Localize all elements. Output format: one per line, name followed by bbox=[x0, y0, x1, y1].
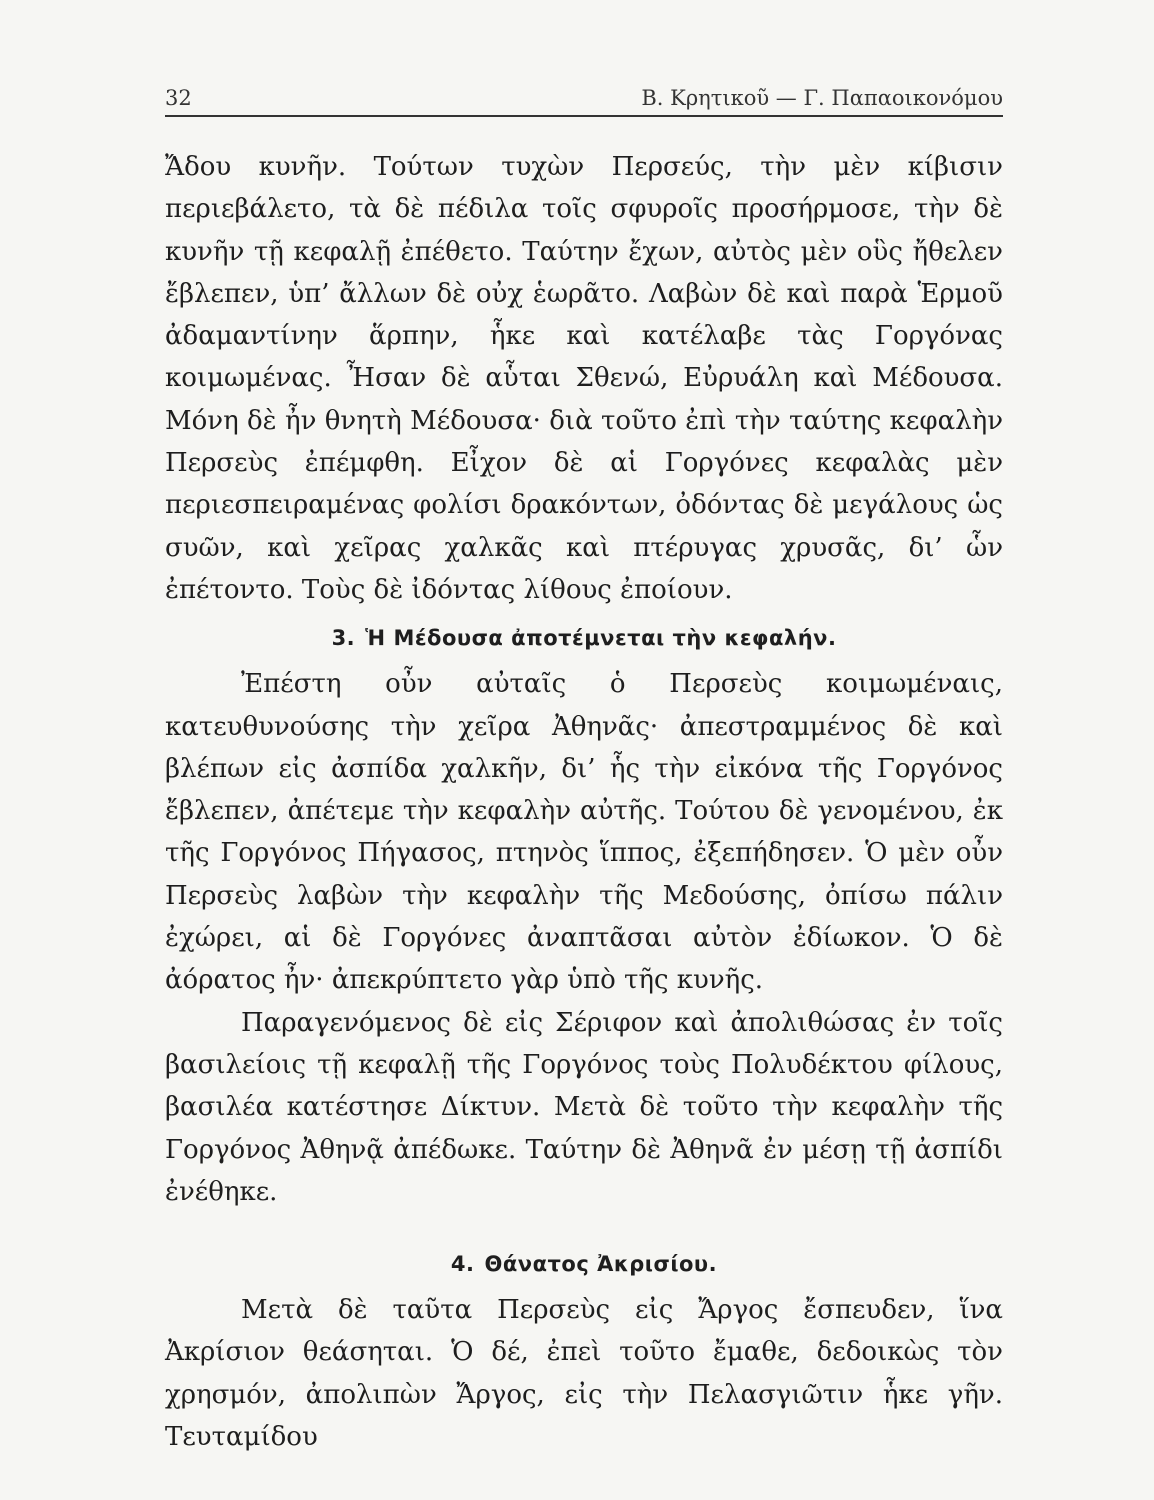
section-3-title: Ἡ Μέδουσα ἀποτέμνεται τὴν κεφαλήν. bbox=[365, 626, 837, 651]
section-3-heading bbox=[165, 621, 1003, 655]
running-title: Β. Κρητικοῦ — Γ. Παπαοικονόμου bbox=[641, 86, 1003, 110]
paragraph-4: Μετὰ δὲ ταῦτα Περσεὺς εἰς Ἄργος ἔσπευδεν, ἵνα Ἀκρίσιον θεάσηται. Ὁ δέ, ἐπεὶ τοῦτο ἔμαθε, δεδοικὼς τὸν χρησμόν, ἀπολιπὼν Ἄργος, εἰς τὴν Πελασγιῶτιν ἧκε γῆν. Τευταμίδου bbox=[165, 1295, 1003, 1453]
paragraph-1: Ἄδου κυνῆν. Τούτων τυχὼν Περσεύς, τὴν μὲν κίβισιν περιεβάλετο, τὰ δὲ πέδιλα τοῖς σφυροῖς προσήρμοσε, τὴν δὲ κυνῆν τῇ κεφαλῇ ἐπέθετο. Ταύτην ἔχων, αὐτὸς μὲν οὓς ἤθελεν ἔβλεπεν, ὑπ’ ἄλλων δὲ οὐχ ἑωρᾶτο. Λαβὼν δὲ καὶ παρὰ Ἑρμοῦ ἀδαμαντίνην ἅρπην, ἧκε καὶ κατέλαβε τὰς Γοργόνας κοιμωμένας. Ἦσαν δὲ αὗται Σθενώ, Εὐρυάλη καὶ Μέδουσα. Μόνη δὲ ἦν θνητὴ Μέδουσα· διὰ τοῦτο ἐπὶ τὴν ταύτης κεφαλὴν Περσεὺς ἐπέμφθη. Εἶχον δὲ αἱ Γοργόνες κεφαλὰς μὲν περιεσπειραμένας φολίσι δρακόντων, ὀδόντας δὲ μεγάλους ὡς συῶν, καὶ χεῖρας χαλκᾶς καὶ πτέρυγας χρυσᾶς, δι’ ὧν ἐπέτοντο. Τοὺς δὲ ἰδόντας λίθους ἐποίουν. bbox=[165, 152, 1003, 605]
body-text bbox=[165, 146, 1003, 1458]
section-3-number: 3. bbox=[331, 626, 356, 651]
section-4-number: 4. bbox=[450, 1252, 475, 1277]
header-rule bbox=[165, 115, 1003, 117]
running-head bbox=[165, 76, 1003, 110]
paragraph-2: Ἐπέστη οὖν αὐταῖς ὁ Περσεὺς κοιμωμέναις, κατευθυνούσης τὴν χεῖρα Ἀθηνᾶς· ἀπεστραμμένος δὲ καὶ βλέπων εἰς ἀσπίδα χαλκῆν, δι’ ἧς τὴν εἰκόνα τῆς Γοργόνος ἔβλεπεν, ἀπέτεμε τὴν κεφαλὴν αὐτῆς. Τούτου δὲ γενομένου, ἐκ τῆς Γοργόνος Πήγασος, πτηνὸς ἵππος, ἐξεπήδησεν. Ὁ μὲν οὖν Περσεὺς λαβὼν τὴν κεφαλὴν τῆς Μεδούσης, ὀπίσω πάλιν ἐχώρει, αἱ δὲ Γοργόνες ἀναπτᾶσαι αὐτὸν ἐδίωκον. Ὁ δὲ ἀόρατος ἦν· ἀπεκρύπτετο γὰρ ὑπὸ τῆς κυνῆς. bbox=[165, 669, 1003, 996]
page-number: 32 bbox=[165, 86, 192, 110]
section-4-heading bbox=[165, 1247, 1003, 1281]
paragraph-3: Παραγενόμενος δὲ εἰς Σέριφον καὶ ἀπολιθώσας ἐν τοῖς βασιλείοις τῇ κεφαλῇ τῆς Γοργόνος τοὺς Πολυδέκτου φίλους, βασιλέα κατέστησε Δίκτυν. Μετὰ δὲ τοῦτο τὴν κεφαλὴν τῆς Γοργόνος Ἀθηνᾷ ἀπέδωκε. Ταύτην δὲ Ἀθηνᾶ ἐν μέσῃ τῇ ἀσπίδι ἐνέθηκε. bbox=[165, 1007, 1003, 1207]
section-4-title: Θάνατος Ἀκρισίου. bbox=[484, 1252, 718, 1277]
